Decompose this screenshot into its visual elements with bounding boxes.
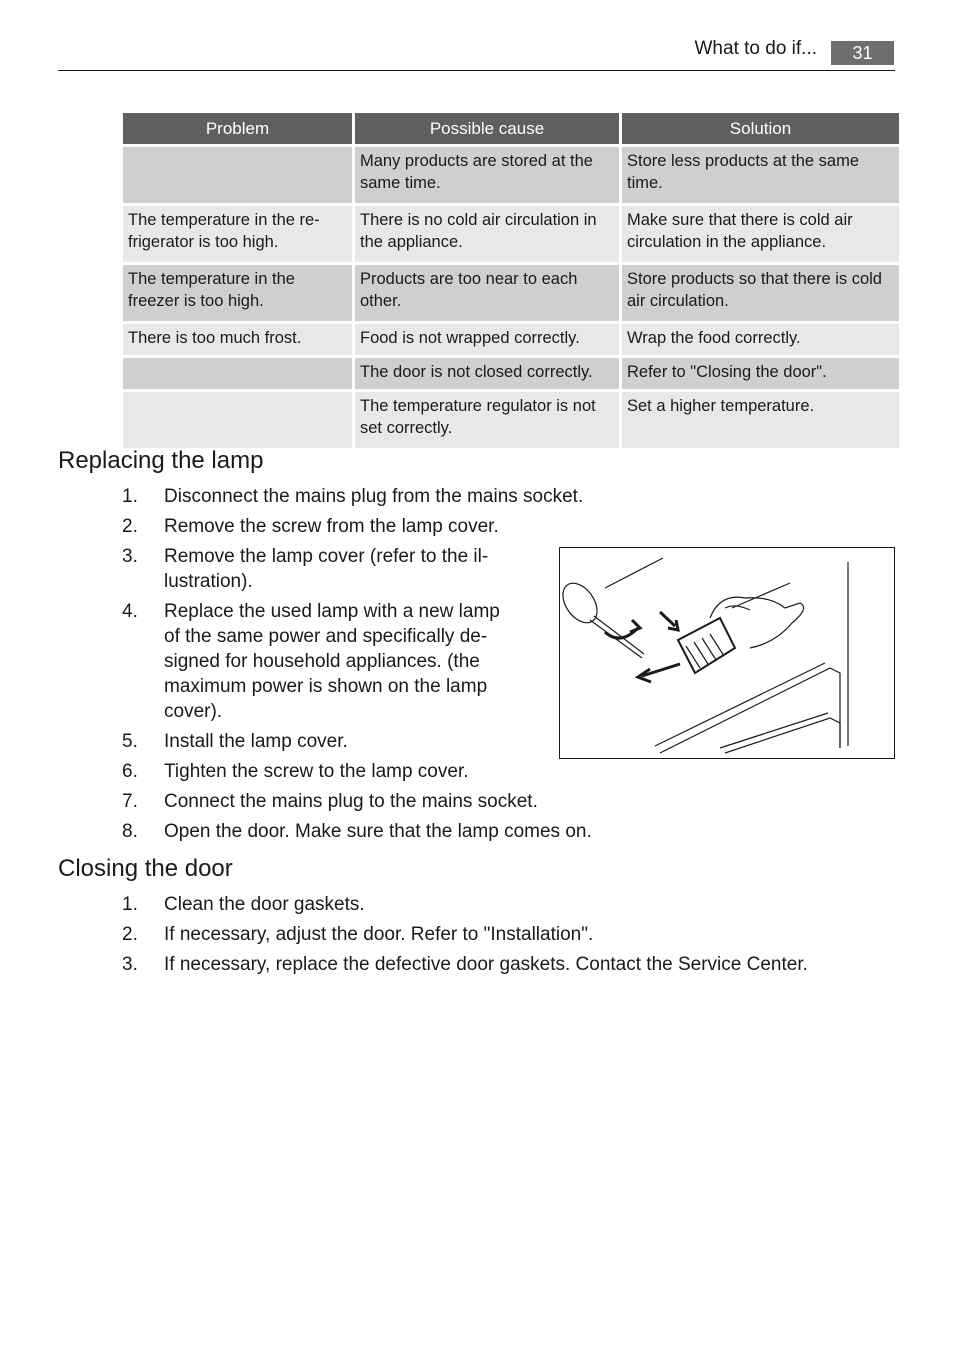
list-item: [122, 759, 602, 784]
solution-cell: Set a higher temperature.: [622, 392, 899, 448]
list-item: [122, 892, 842, 917]
solution-cell: Refer to "Closing the door".: [622, 358, 899, 389]
problem-cell: The temperature in the re-frigerator is too high.: [123, 206, 352, 262]
column-header-solution: Solution: [622, 113, 899, 144]
list-item: [122, 952, 842, 977]
push-arrow-icon: [660, 612, 675, 626]
troubleshooting-table: [120, 110, 902, 451]
list-item: [122, 789, 602, 814]
cause-cell: The door is not closed correctly.: [355, 358, 619, 389]
problem-cell: [123, 358, 352, 389]
cabinet-edge-line: [605, 558, 663, 588]
step-number: 3.: [122, 546, 138, 567]
step-number: 3.: [122, 954, 138, 975]
table-row: [123, 358, 899, 389]
solution-cell: Store products so that there is cold air circulation.: [622, 265, 899, 321]
solution-cell: Wrap the food correctly.: [622, 324, 899, 355]
cause-cell: There is no cold air circulation in the appliance.: [355, 206, 619, 262]
lamp-section-heading: Replacing the lamp: [58, 447, 264, 474]
cause-cell: Food is not wrapped correctly.: [355, 324, 619, 355]
problem-cell: [123, 392, 352, 448]
list-item: [122, 544, 504, 594]
solution-cell: Store less products at the same time.: [622, 147, 899, 203]
step-number: 7.: [122, 791, 138, 812]
lamp-illustration: [559, 547, 895, 759]
step-text: Tighten the screw to the lamp cover.: [164, 761, 469, 782]
table-row: [123, 324, 899, 355]
step-text: Remove the screw from the lamp cover.: [164, 516, 499, 537]
lamp-steps-list: [122, 484, 602, 849]
door-section-heading: Closing the door: [58, 855, 233, 882]
step-text: Replace the used lamp with a new lamp of the same power and specifically de-signed for household appliances. (the maximum power is shown on the lamp cover).: [164, 601, 500, 722]
hand-icon: [710, 597, 804, 648]
cause-cell: Products are too near to each other.: [355, 265, 619, 321]
step-text: Open the door. Make sure that the lamp comes on.: [164, 821, 592, 842]
screwdriver-icon: [560, 577, 604, 629]
step-number: 4.: [122, 601, 138, 622]
table-row: [123, 392, 899, 448]
step-text: Clean the door gaskets.: [164, 894, 365, 915]
section-title: What to do if...: [694, 38, 817, 59]
column-header-cause: Possible cause: [355, 113, 619, 144]
step-text: Remove the lamp cover (refer to the il-lustration).: [164, 546, 489, 592]
step-text: Disconnect the mains plug from the mains socket.: [164, 486, 584, 507]
problem-cell: [123, 147, 352, 203]
step-text: If necessary, replace the defective door gaskets. Contact the Service Center.: [164, 954, 808, 975]
lamp-replacement-drawing: [560, 548, 894, 758]
step-number: 1.: [122, 486, 138, 507]
step-number: 5.: [122, 731, 138, 752]
list-item: [122, 819, 602, 844]
step-text: Connect the mains plug to the mains socket.: [164, 791, 538, 812]
door-steps-list: [122, 892, 842, 982]
list-item: [122, 514, 602, 539]
cause-cell: Many products are stored at the same time.: [355, 147, 619, 203]
step-number: 8.: [122, 821, 138, 842]
step-text: Install the lamp cover.: [164, 731, 348, 752]
page-number: 31: [831, 41, 894, 65]
cause-cell: The temperature regulator is not set correctly.: [355, 392, 619, 448]
shelf-lower: [725, 718, 840, 753]
list-item: [122, 922, 842, 947]
solution-cell: Make sure that there is cold air circulation in the appliance.: [622, 206, 899, 262]
problem-cell: The temperature in the freezer is too high.: [123, 265, 352, 321]
list-item: [122, 599, 504, 724]
column-header-problem: Problem: [123, 113, 352, 144]
list-item: [122, 729, 602, 754]
table-row: [123, 265, 899, 321]
step-number: 1.: [122, 894, 138, 915]
step-number: 6.: [122, 761, 138, 782]
table-row: [123, 206, 899, 262]
step-text: If necessary, adjust the door. Refer to "Installation".: [164, 924, 594, 945]
problem-cell: There is too much frost.: [123, 324, 352, 355]
header-divider: [58, 70, 895, 71]
shelf-upper: [660, 668, 840, 753]
step-number: 2.: [122, 924, 138, 945]
list-item: [122, 484, 634, 509]
table-row: [123, 147, 899, 203]
step-number: 2.: [122, 516, 138, 537]
